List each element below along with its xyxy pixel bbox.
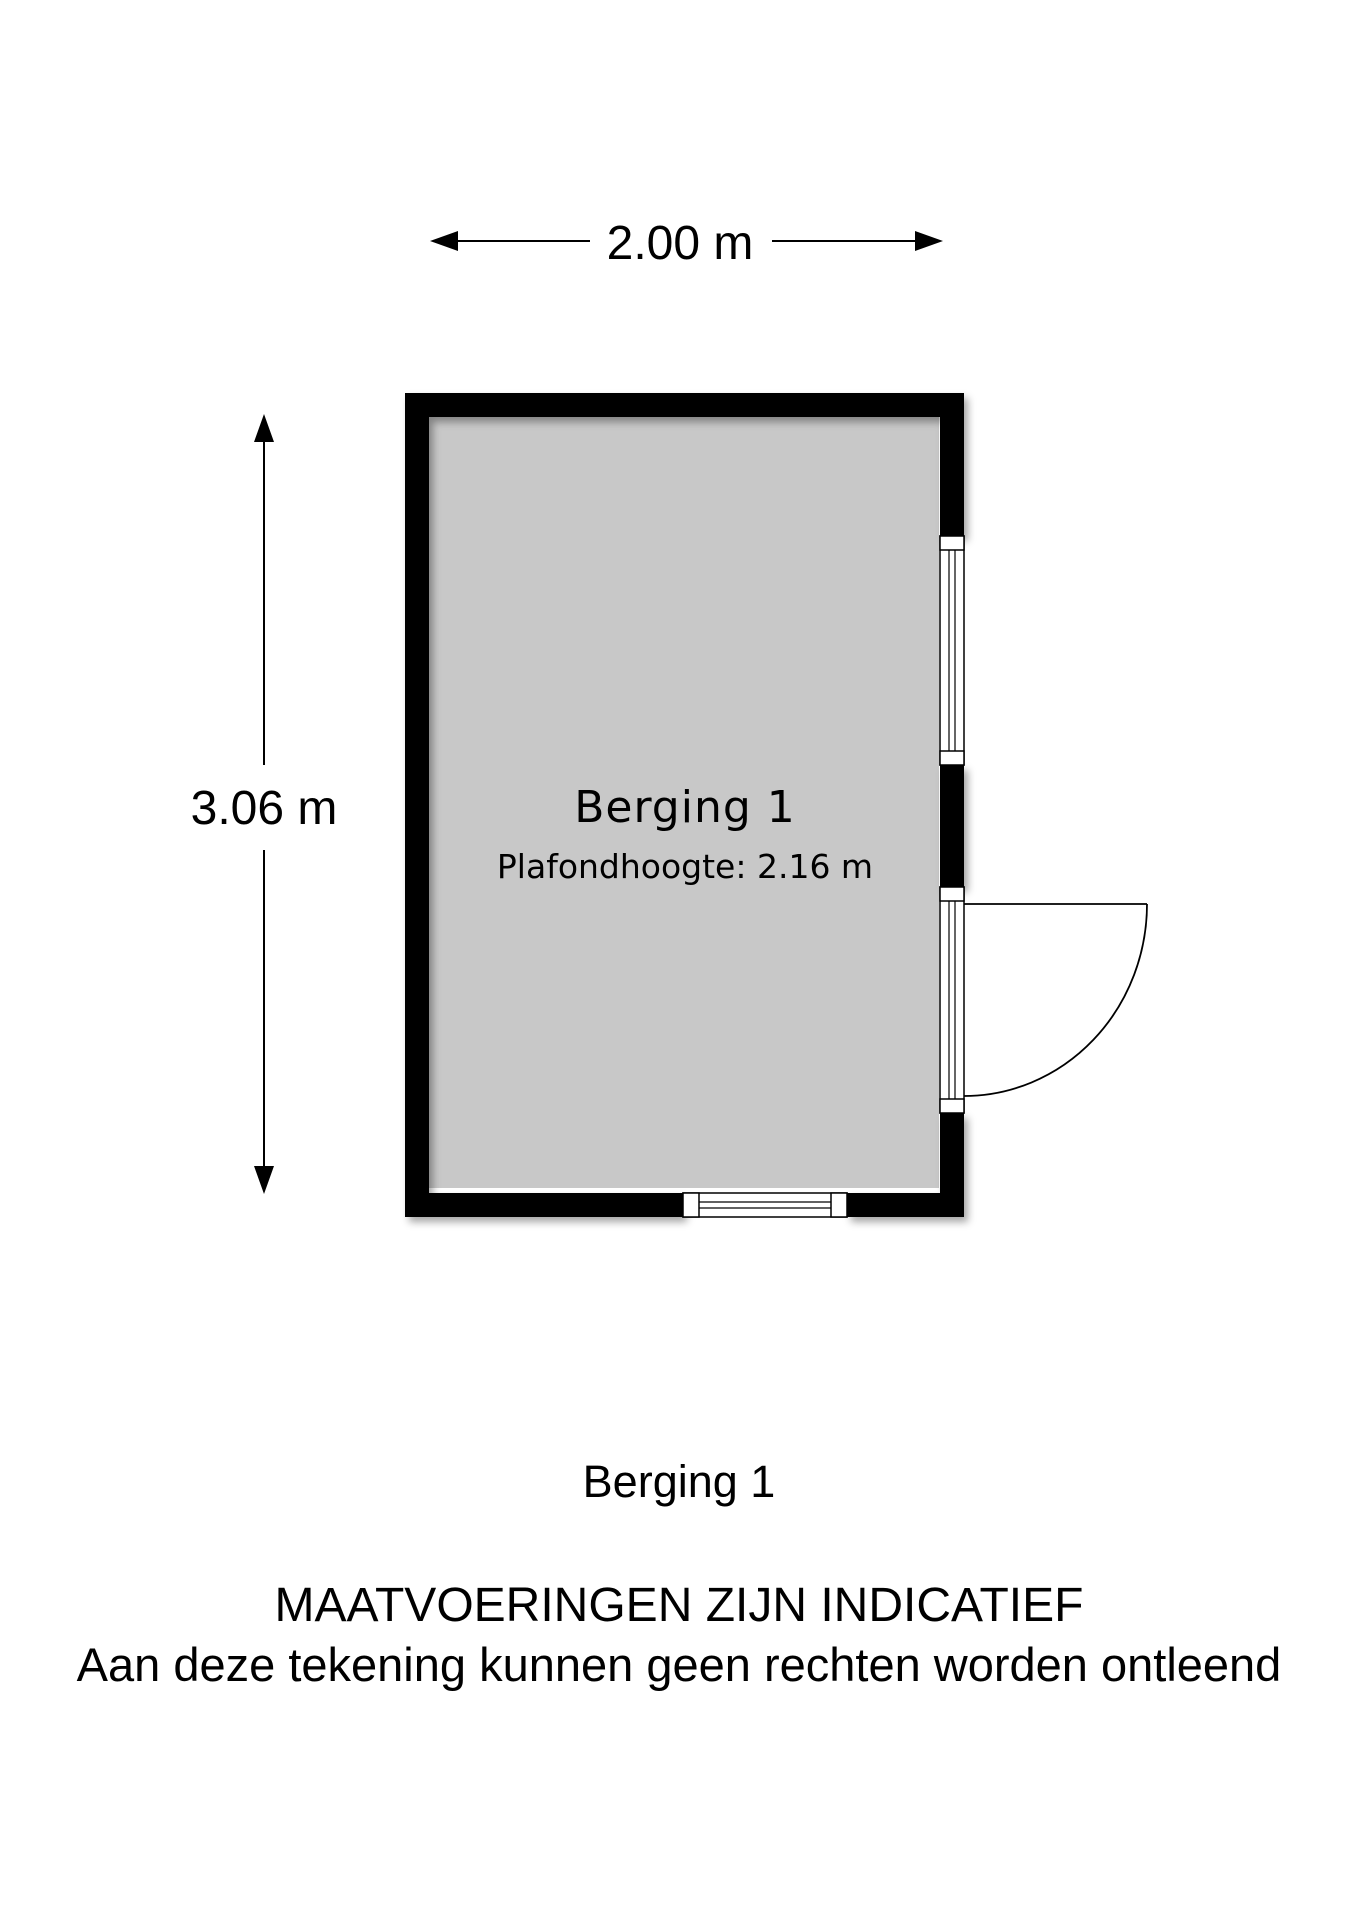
plan-title: Berging 1 bbox=[582, 1456, 776, 1507]
window-bottom bbox=[683, 1193, 847, 1217]
window-right-upper bbox=[940, 536, 964, 765]
width-arrow-right-icon bbox=[915, 231, 943, 251]
ceiling-height-label: Plafondhoogte: 2.16 m bbox=[496, 847, 874, 886]
wall-right-top bbox=[940, 393, 964, 536]
door-swing-arc bbox=[964, 904, 1147, 1096]
depth-arrow-bottom-icon bbox=[254, 1166, 274, 1194]
door-right bbox=[940, 887, 1147, 1113]
wall-right-bottom bbox=[940, 1113, 964, 1217]
width-dimension bbox=[430, 217, 943, 270]
room-name-label: Berging 1 bbox=[574, 782, 796, 833]
room-berging-1 bbox=[405, 393, 1147, 1217]
width-dimension-label: 2.00 m bbox=[606, 217, 754, 270]
wall-bottom-left bbox=[405, 1193, 683, 1217]
wall-top bbox=[405, 393, 964, 417]
depth-dimension bbox=[191, 414, 338, 1194]
depth-dimension-label: 3.06 m bbox=[190, 782, 338, 835]
wall-left bbox=[405, 393, 429, 1217]
disclaimer-heading: MAATVOERINGEN ZIJN INDICATIEF bbox=[274, 1579, 1084, 1632]
wall-right-middle bbox=[940, 765, 964, 887]
disclaimer-text: Aan deze tekening kunnen geen rechten worden ontleend bbox=[76, 1638, 1282, 1691]
depth-arrow-top-icon bbox=[254, 414, 274, 442]
width-arrow-left-icon bbox=[430, 231, 458, 251]
